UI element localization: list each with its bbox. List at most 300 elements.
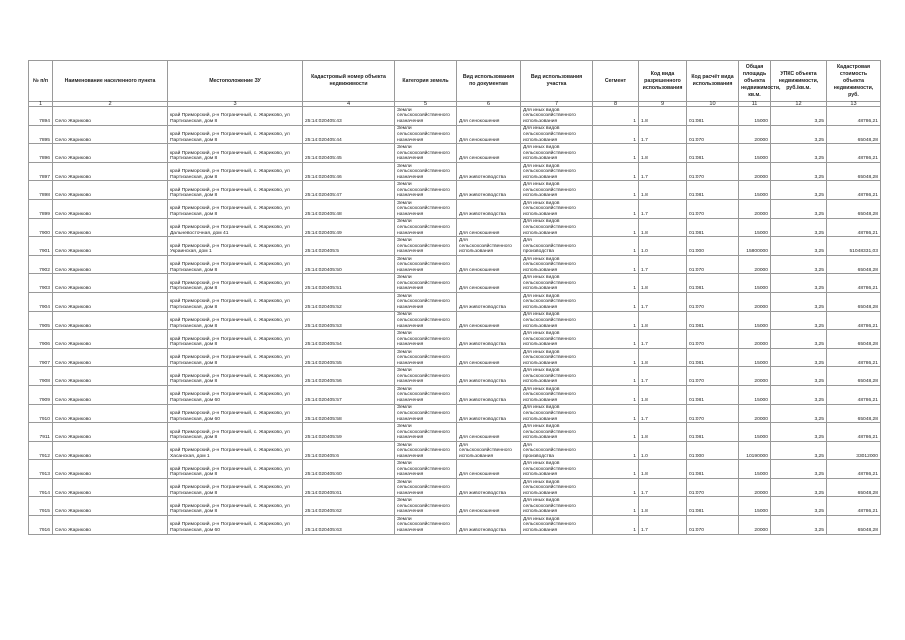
upks-cell: 3,25 <box>771 385 827 404</box>
location-cell <box>168 199 303 218</box>
row-number-cell: 7901 <box>29 237 53 256</box>
settlement-cell: Село Жариково <box>53 367 168 386</box>
land-category-cell <box>395 162 457 181</box>
use-code-cell: 1.0 <box>639 237 687 256</box>
plot-use-cell <box>521 237 593 256</box>
cadastral-value-cell: 65048,28 <box>827 330 881 349</box>
land-category-cell <box>395 199 457 218</box>
upks-cell: 3,25 <box>771 218 827 237</box>
settlement-cell: Село Жариково <box>53 125 168 144</box>
cadastral-value-cell: 48786,21 <box>827 385 881 404</box>
documented-use-cell <box>457 218 521 237</box>
column-number: 2 <box>53 102 168 107</box>
area-cell: 20000 <box>739 255 771 274</box>
cell-line: Партизанская, дом 8 <box>170 286 218 292</box>
segment-cell: 1 <box>593 478 639 497</box>
cadastral-value-cell: 48786,21 <box>827 311 881 330</box>
documented-use-cell <box>457 107 521 126</box>
cell-line: Партизанская, дом 60 <box>170 397 220 403</box>
cell-line: назначения <box>397 193 424 199</box>
cell-line: край Приморский, р-н Пограничный, с. Жариково, ул <box>170 466 290 472</box>
cell-line: Для иных видов <box>523 107 560 113</box>
upks-cell: 3,25 <box>771 144 827 163</box>
table-row <box>29 478 881 497</box>
land-category-cell <box>395 385 457 404</box>
documented-use-cell <box>457 125 521 144</box>
cell-line: сельскохозяйственного <box>523 187 576 193</box>
cell-line: сельскохозяйственного <box>523 373 576 379</box>
row-number-cell: 7899 <box>29 199 53 218</box>
cell-line: сельскохозяйственного <box>523 410 576 416</box>
calc-code-cell: 01:070 <box>687 292 739 311</box>
cadastral-number-cell: 25:14:020405:47 <box>303 181 395 200</box>
segment-cell: 1 <box>593 404 639 423</box>
land-registry-table <box>28 60 881 535</box>
cell-line: Земли <box>397 461 412 467</box>
column-number: 10 <box>687 102 739 107</box>
cell-line: Для иных видов <box>523 145 560 150</box>
cell-line: Для иных видов <box>523 275 560 281</box>
cell-line: назначения <box>397 360 424 366</box>
land-category-cell <box>395 348 457 367</box>
plot-use-cell <box>521 311 593 330</box>
header-cell: № п/п <box>29 61 53 102</box>
cell-line: сельскохозяйственного <box>397 336 450 342</box>
cell-line: сельскохозяйственного <box>397 169 450 175</box>
use-code-cell: 1.8 <box>639 423 687 442</box>
cell-line: сельскохозяйственного <box>397 150 450 156</box>
cell-line: производства <box>523 453 555 459</box>
row-number-cell: 7914 <box>29 478 53 497</box>
cadastral-number-cell: 25:14:020405:45 <box>303 144 395 163</box>
cadastral-number-cell: 25:14:020405:43 <box>303 107 395 126</box>
cell-line: сельскохозяйственного <box>459 243 512 249</box>
cadastral-number-cell: 25:14:020405:60 <box>303 460 395 479</box>
plot-use-cell <box>521 218 593 237</box>
calc-code-cell: 01:070 <box>687 478 739 497</box>
plot-use-cell <box>521 181 593 200</box>
header-cell: Кадастровый номер объекта недвижимости <box>303 61 395 102</box>
segment-cell: 1 <box>593 330 639 349</box>
cadastral-number-cell: 25:14:020405:49 <box>303 218 395 237</box>
use-code-cell: 1.7 <box>639 199 687 218</box>
cell-line: край Приморский, р-н Пограничный, с. Жариково, ул <box>170 150 290 156</box>
cell-line: Для иных видов <box>523 516 560 522</box>
land-category-cell <box>395 255 457 274</box>
cell-line: Земли <box>397 219 412 225</box>
area-cell: 20000 <box>739 367 771 386</box>
calc-code-cell: 01:081 <box>687 348 739 367</box>
cell-line: сельскохозяйственного <box>523 503 576 509</box>
cell-line: использования <box>523 230 558 236</box>
cell-line: назначения <box>397 286 424 292</box>
cell-line: использования <box>523 119 558 124</box>
calc-code-cell: 01:070 <box>687 404 739 423</box>
cadastral-number-cell: 25:14:020405:6 <box>303 441 395 460</box>
cell-line: Земли <box>397 423 412 429</box>
cell-line: Для иных видов <box>523 461 560 467</box>
table-row <box>29 107 881 126</box>
use-code-cell: 1.8 <box>639 181 687 200</box>
cell-line: сельскохозяйственного <box>397 373 450 379</box>
location-cell <box>168 274 303 293</box>
cell-line: Земли <box>397 330 412 336</box>
cell-line: назначения <box>397 323 424 329</box>
settlement-cell: Село Жариково <box>53 292 168 311</box>
segment-cell: 1 <box>593 144 639 163</box>
cell-line: назначения <box>397 249 424 255</box>
use-code-cell: 1.0 <box>639 441 687 460</box>
cell-line: Партизанская, дом 8 <box>170 342 218 348</box>
cell-line: назначения <box>397 509 424 515</box>
cadastral-value-cell: 65048,28 <box>827 125 881 144</box>
cell-line: назначения <box>397 472 424 478</box>
cadastral-value-cell: 48786,21 <box>827 497 881 516</box>
settlement-cell: Село Жариково <box>53 423 168 442</box>
area-cell: 15000 <box>739 218 771 237</box>
area-cell: 20000 <box>739 330 771 349</box>
land-category-cell <box>395 423 457 442</box>
cell-line: край Приморский, р-н Пограничный, с. Жариково, ул <box>170 169 290 175</box>
plot-use-cell <box>521 385 593 404</box>
cadastral-number-cell: 25:14:020405:52 <box>303 292 395 311</box>
use-code-cell: 1.8 <box>639 144 687 163</box>
land-category-cell <box>395 497 457 516</box>
cell-line: сельскохозяйственного <box>523 466 576 472</box>
cell-line: назначения <box>397 174 424 180</box>
documented-use-cell <box>457 460 521 479</box>
row-number-cell: 7906 <box>29 330 53 349</box>
header-cell: Вид использования по документам <box>457 61 521 102</box>
upks-cell: 3,25 <box>771 199 827 218</box>
row-number-cell: 7894 <box>29 107 53 126</box>
cell-line: сельскохозяйственного <box>523 206 576 212</box>
cell-line: сельскохозяйственного <box>523 132 576 137</box>
cell-line: использования <box>523 435 558 441</box>
settlement-cell: Село Жариково <box>53 460 168 479</box>
cell-line: Для животноводства <box>459 490 506 496</box>
cell-line: использования <box>523 267 558 273</box>
land-category-cell <box>395 218 457 237</box>
cell-line: сельскохозяйственного <box>523 262 576 268</box>
table-row <box>29 311 881 330</box>
cadastral-number-cell: 25:14:020405:63 <box>303 516 395 535</box>
cell-line: назначения <box>397 230 424 236</box>
header-cell: Наименование населенного пункта <box>53 61 168 102</box>
use-code-cell: 1.8 <box>639 274 687 293</box>
location-cell <box>168 441 303 460</box>
cell-line: Земли <box>397 442 412 448</box>
cell-line: Для сенокошения <box>459 230 500 236</box>
cell-line: Для иных видов <box>523 256 560 262</box>
cell-line: Для иных видов <box>523 479 560 485</box>
upks-cell: 3,25 <box>771 181 827 200</box>
cell-line: сельскохозяйственного <box>397 355 450 361</box>
calc-code-cell: 01:081 <box>687 385 739 404</box>
calc-code-cell: 01:081 <box>687 311 739 330</box>
cell-line: Для иных видов <box>523 498 560 504</box>
cadastral-number-cell: 25:14:020405:62 <box>303 497 395 516</box>
cell-line: край Приморский, р-н Пограничный, с. Жариково, ул <box>170 132 290 137</box>
location-cell <box>168 330 303 349</box>
table-row <box>29 162 881 181</box>
calc-code-cell: 01:081 <box>687 218 739 237</box>
segment-cell: 1 <box>593 348 639 367</box>
cell-line: сельскохозяйственного <box>397 503 450 509</box>
cell-line: Партизанская, дом 8 <box>170 323 218 329</box>
cell-line: назначения <box>397 304 424 310</box>
cell-line: сельскохозяйственного <box>523 392 576 398</box>
settlement-cell: Село Жариково <box>53 330 168 349</box>
column-number: 5 <box>395 102 457 107</box>
row-number-cell: 7916 <box>29 516 53 535</box>
area-cell: 15000 <box>739 497 771 516</box>
cell-line: Для иных видов <box>523 330 560 336</box>
upks-cell: 3,25 <box>771 516 827 535</box>
segment-cell: 1 <box>593 199 639 218</box>
cell-line: назначения <box>397 211 424 217</box>
land-category-cell <box>395 404 457 423</box>
cell-line: использования <box>523 174 558 180</box>
cell-line: сельскохозяйственного <box>523 522 576 528</box>
cell-line: Для иных видов <box>523 200 560 206</box>
cell-line: Для сенокошения <box>459 472 500 478</box>
cell-line: сельскохозяйственного <box>397 113 450 119</box>
cell-line: Партизанская, дом 60 <box>170 528 220 534</box>
cell-line: Для сенокошения <box>459 509 500 515</box>
table-row <box>29 404 881 423</box>
cell-line: сельскохозяйственного <box>523 485 576 491</box>
cadastral-value-cell: 48786,21 <box>827 181 881 200</box>
table-row <box>29 125 881 144</box>
cell-line: Украинская, дом 1 <box>170 249 212 255</box>
land-category-cell <box>395 292 457 311</box>
table-row <box>29 144 881 163</box>
cell-line: сельскохозяйственного <box>397 224 450 230</box>
documented-use-cell <box>457 144 521 163</box>
area-cell: 15000 <box>739 385 771 404</box>
cell-line: Земли <box>397 405 412 411</box>
cell-line: Партизанская, дом 8 <box>170 156 218 162</box>
cell-line: использования <box>523 397 558 403</box>
row-number-cell: 7912 <box>29 441 53 460</box>
upks-cell: 3,25 <box>771 441 827 460</box>
cell-line: Земли <box>397 479 412 485</box>
settlement-cell: Село Жариково <box>53 385 168 404</box>
land-category-cell <box>395 441 457 460</box>
header-row <box>29 61 881 102</box>
cell-line: назначения <box>397 342 424 348</box>
area-cell: 20000 <box>739 162 771 181</box>
cell-line: край Приморский, р-н Пограничный, с. Жариково, ул <box>170 206 290 212</box>
use-code-cell: 1.8 <box>639 460 687 479</box>
cell-line: использования <box>523 509 558 515</box>
settlement-cell: Село Жариково <box>53 441 168 460</box>
cadastral-number-cell: 25:14:020405:54 <box>303 330 395 349</box>
table-row <box>29 367 881 386</box>
cell-line: Для сенокошения <box>459 360 500 366</box>
cadastral-value-cell: 65048,28 <box>827 516 881 535</box>
cell-line: сельскохозяйственного <box>397 317 450 323</box>
cell-line: край Приморский, р-н Пограничный, с. Жариково, ул <box>170 485 290 491</box>
row-number-cell: 7905 <box>29 311 53 330</box>
location-cell <box>168 237 303 256</box>
cadastral-number-cell: 25:14:020405:55 <box>303 348 395 367</box>
table-row <box>29 516 881 535</box>
upks-cell: 3,25 <box>771 423 827 442</box>
plot-use-cell <box>521 144 593 163</box>
cell-line: сельскохозяйственного <box>397 448 450 454</box>
cadastral-number-cell: 25:14:020405:51 <box>303 274 395 293</box>
header-cell: Категория земель <box>395 61 457 102</box>
cell-line: использования <box>523 490 558 496</box>
documented-use-cell <box>457 348 521 367</box>
cadastral-value-cell: 48786,21 <box>827 274 881 293</box>
cadastral-value-cell: 65048,28 <box>827 478 881 497</box>
upks-cell: 3,25 <box>771 311 827 330</box>
calc-code-cell: 01:081 <box>687 181 739 200</box>
row-number-cell: 7915 <box>29 497 53 516</box>
table-row <box>29 199 881 218</box>
column-number: 8 <box>593 102 639 107</box>
cell-line: сельскохозяйственного <box>523 280 576 286</box>
settlement-cell: Село Жариково <box>53 348 168 367</box>
cell-line: назначения <box>397 397 424 403</box>
segment-cell: 1 <box>593 255 639 274</box>
cadastral-number-cell: 25:14:020405:46 <box>303 162 395 181</box>
cell-line: сельскохозяйственного <box>397 522 450 528</box>
column-number: 9 <box>639 102 687 107</box>
segment-cell: 1 <box>593 107 639 126</box>
row-number-cell: 7895 <box>29 125 53 144</box>
settlement-cell: Село Жариково <box>53 237 168 256</box>
area-cell: 15000 <box>739 181 771 200</box>
documented-use-cell <box>457 162 521 181</box>
column-number: 4 <box>303 102 395 107</box>
settlement-cell: Село Жариково <box>53 497 168 516</box>
cell-line: сельскохозяйственного <box>397 299 450 305</box>
calc-code-cell: 01:000 <box>687 237 739 256</box>
documented-use-cell <box>457 292 521 311</box>
cadastral-value-cell: 48786,21 <box>827 460 881 479</box>
area-cell: 10190000 <box>739 441 771 460</box>
location-cell <box>168 255 303 274</box>
cell-line: Земли <box>397 126 412 132</box>
location-cell <box>168 181 303 200</box>
cell-line: Для сенокошения <box>459 119 500 124</box>
cadastral-value-cell: 48786,21 <box>827 423 881 442</box>
cell-line: Партизанская, дом 8 <box>170 137 218 143</box>
plot-use-cell <box>521 404 593 423</box>
use-code-cell: 1.8 <box>639 311 687 330</box>
settlement-cell: Село Жариково <box>53 199 168 218</box>
cell-line: Для иных видов <box>523 163 560 169</box>
cell-line: сельскохозяйственного <box>523 448 576 454</box>
cell-line: край Приморский, р-н Пограничный, с. Жариково, ул <box>170 429 290 435</box>
cell-line: назначения <box>397 435 424 441</box>
cell-line: сельскохозяйственного <box>523 224 576 230</box>
header-cell: УПКС объекта недвижимости, руб./кв.м. <box>771 61 827 102</box>
cell-line: Для животноводства <box>459 211 506 217</box>
settlement-cell: Село Жариково <box>53 181 168 200</box>
use-code-cell: 1.8 <box>639 107 687 126</box>
cadastral-number-cell: 25:14:020405:48 <box>303 199 395 218</box>
cell-line: назначения <box>397 490 424 496</box>
row-number-cell: 7911 <box>29 423 53 442</box>
documented-use-cell <box>457 404 521 423</box>
calc-code-cell: 01:081 <box>687 107 739 126</box>
plot-use-cell <box>521 423 593 442</box>
settlement-cell: Село Жариково <box>53 516 168 535</box>
cell-line: использования <box>459 249 494 255</box>
table-row <box>29 292 881 311</box>
cell-line: Для сенокошения <box>459 267 500 273</box>
area-cell: 20000 <box>739 292 771 311</box>
cell-line: Земли <box>397 386 412 392</box>
plot-use-cell <box>521 441 593 460</box>
settlement-cell: Село Жариково <box>53 162 168 181</box>
header-cell: Общая площадь объекта недвижимости, кв.м. <box>739 61 771 102</box>
use-code-cell: 1.8 <box>639 497 687 516</box>
row-number-cell: 7908 <box>29 367 53 386</box>
cell-line: использования <box>523 156 558 162</box>
upks-cell: 3,25 <box>771 497 827 516</box>
plot-use-cell <box>521 348 593 367</box>
upks-cell: 3,25 <box>771 367 827 386</box>
cadastral-number-cell: 25:14:020405:61 <box>303 478 395 497</box>
cell-line: использования <box>523 323 558 329</box>
cell-line: сельскохозяйственного <box>397 392 450 398</box>
cadastral-value-cell: 33012000 <box>827 441 881 460</box>
column-number: 12 <box>771 102 827 107</box>
land-category-cell <box>395 460 457 479</box>
cell-line: Для иных видов <box>523 219 560 225</box>
cadastral-number-cell: 25:14:020405:5 <box>303 237 395 256</box>
use-code-cell: 1.7 <box>639 125 687 144</box>
table-body <box>29 107 881 535</box>
row-number-cell: 7903 <box>29 274 53 293</box>
location-cell <box>168 292 303 311</box>
cell-line: Для животноводства <box>459 342 506 348</box>
cell-line: использования <box>523 360 558 366</box>
calc-code-cell: 01:081 <box>687 497 739 516</box>
documented-use-cell <box>457 423 521 442</box>
cell-line: Партизанская, дом 8 <box>170 267 218 273</box>
calc-code-cell: 01:070 <box>687 255 739 274</box>
cell-line: Партизанская, дом 8 <box>170 472 218 478</box>
upks-cell: 3,25 <box>771 107 827 126</box>
table-row <box>29 330 881 349</box>
settlement-cell: Село Жариково <box>53 274 168 293</box>
row-number-cell: 7909 <box>29 385 53 404</box>
area-cell: 20000 <box>739 478 771 497</box>
segment-cell: 1 <box>593 497 639 516</box>
cell-line: Земли <box>397 516 412 522</box>
cell-line: Для животноводства <box>459 528 506 534</box>
calc-code-cell: 01:070 <box>687 162 739 181</box>
plot-use-cell <box>521 274 593 293</box>
location-cell <box>168 497 303 516</box>
cell-line: Для иных видов <box>523 405 560 411</box>
segment-cell: 1 <box>593 367 639 386</box>
cell-line: Для <box>523 442 532 448</box>
location-cell <box>168 311 303 330</box>
cell-line: сельскохозяйственного <box>397 429 450 435</box>
cell-line: край Приморский, р-н Пограничный, с. Жариково, ул <box>170 280 290 286</box>
cell-line: Партизанская, дом 8 <box>170 119 218 124</box>
plot-use-cell <box>521 255 593 274</box>
cell-line: сельскохозяйственного <box>523 113 576 119</box>
